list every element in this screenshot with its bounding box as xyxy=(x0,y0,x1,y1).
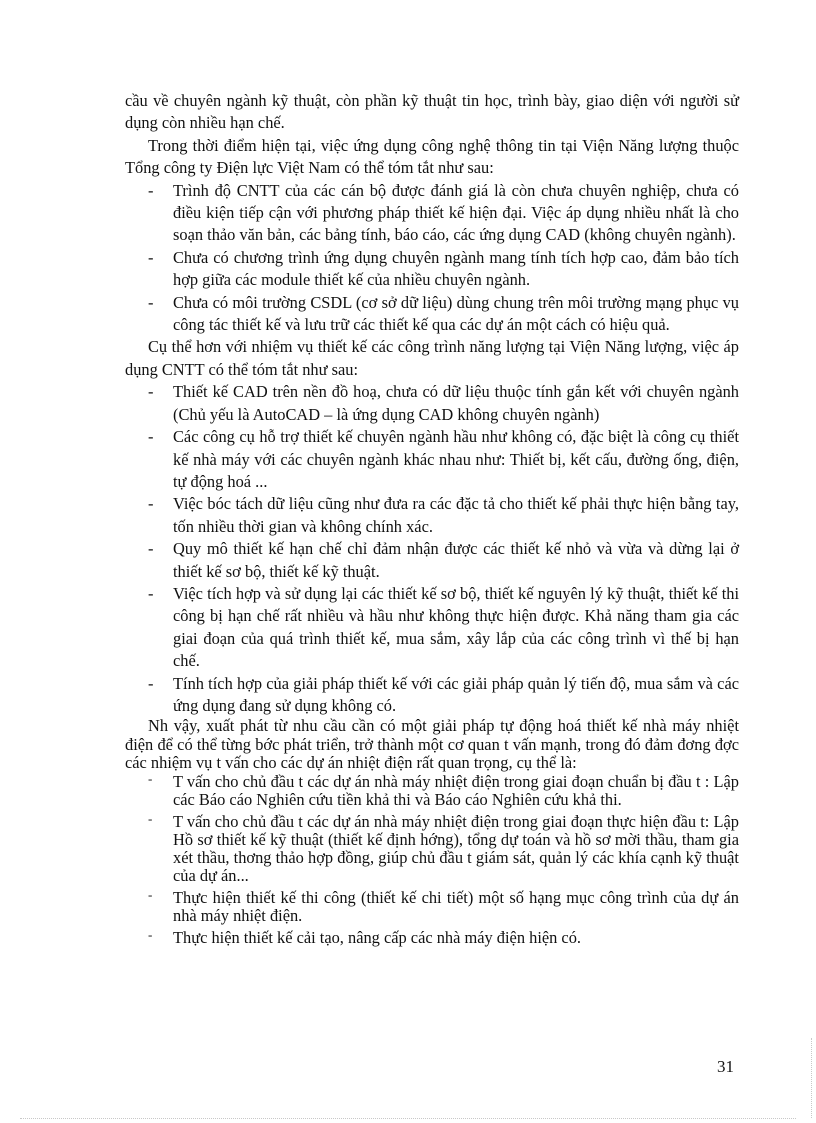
paragraph-design-tasks-intro: Cụ thể hơn với nhiệm vụ thiết kế các công trình năng lượng tại Viện Năng lượng, việc áp dụng CNTT có thể tóm tắt như sau: xyxy=(125,337,739,379)
list-design-issues xyxy=(125,381,739,717)
paragraph-conclusion-intro: Nh vậy, xuất phát từ nhu cầu cần có một giải pháp tự động hoá thiết kế nhà máy nhiệt điện để có thể từng bớc phát triển, trở thành một cơ quan t vấn mạnh, trong đó đảm đơng đợc các nhiệm vụ t vấn cho các dự án nhiệt điện rất quan trọng, cụ thể là: xyxy=(125,716,739,773)
page-number: 31 xyxy=(717,1057,734,1076)
list-item-text: Quy mô thiết kế hạn chế chỉ đảm nhận được các thiết kế nhỏ và vừa và dừng lại ở thiết kế sơ bộ, thiết kế kỹ thuật. xyxy=(173,539,739,581)
bullet-dash: - xyxy=(148,382,154,402)
page-edge-divider xyxy=(811,1038,812,1118)
list-item xyxy=(125,810,739,885)
list-item-text: Tính tích hợp của giải pháp thiết kế với các giải pháp quản lý tiến độ, mua sắm và các ứng dụng đang sử dụng không có. xyxy=(173,673,739,715)
paragraph-continuation: cầu về chuyên ngành kỹ thuật, còn phần kỹ thuật tin học, trình bày, giao diện với người sử dụng còn nhiều hạn chế. xyxy=(125,91,739,133)
list-item-text: Trình độ CNTT của các cán bộ được đánh giá là còn chưa chuyên nghiệp, chưa có điều kiện tiếp cận với phương pháp thiết kế hiện đại. Việc áp dụng nhiều nhất là cho soạn thảo văn bản, các bảng tính, báo cáo, các ứng dụng CAD (không chuyên ngành). xyxy=(173,180,739,245)
bullet-dash: - xyxy=(148,926,153,942)
list-item-text: Các công cụ hỗ trợ thiết kế chuyên ngành hầu như không có, đặc biệt là công cụ thiết kế nhà máy với các chuyên ngành khác nhau như: Thiết bị, kết cấu, đường ống, điện, tự động hoá ... xyxy=(173,427,739,491)
list-item-text: T vấn cho chủ đầu t các dự án nhà máy nhiệt điện trong giai đoạn chuẩn bị đầu t : Lập các Báo cáo Nghiên cứu tiền khả thi và Báo cáo Nghiên cứu khả thi. xyxy=(173,771,739,809)
list-item xyxy=(125,180,739,247)
bullet-dash: - xyxy=(148,539,154,559)
bullet-dash: - xyxy=(148,770,153,786)
bullet-dash: - xyxy=(148,427,154,447)
list-consulting-tasks xyxy=(125,770,739,947)
page-bottom-divider xyxy=(20,1118,796,1119)
list-item xyxy=(125,583,739,673)
list-item-text: Chưa có chương trình ứng dụng chuyên ngành mang tính tích hợp cao, đảm bảo tích hợp giữa các module thiết kế của nhiều chuyên ngành. xyxy=(173,247,739,290)
list-item xyxy=(125,770,739,809)
list-item xyxy=(125,292,739,337)
list-item-text: Thiết kế CAD trên nền đồ hoạ, chưa có dữ liệu thuộc tính gắn kết với chuyên ngành (Chủ yếu là AutoCAD – là ứng dụng CAD không chuyên ngành) xyxy=(173,382,739,424)
list-item xyxy=(125,886,739,925)
bullet-dash: - xyxy=(148,673,154,693)
bullet-dash: - xyxy=(148,810,153,826)
list-item xyxy=(125,673,739,718)
bullet-dash: - xyxy=(148,583,154,603)
list-item xyxy=(125,381,739,426)
list-it-status xyxy=(125,180,739,337)
bullet-dash: - xyxy=(148,247,154,267)
list-item xyxy=(125,538,739,583)
paragraph-it-status-intro: Trong thời điểm hiện tại, việc ứng dụng công nghệ thông tin tại Viện Năng lượng thuộc Tổng công ty Điện lực Việt Nam có thể tóm tắt như sau: xyxy=(125,135,739,178)
list-item xyxy=(125,926,739,947)
bullet-dash: - xyxy=(148,494,154,514)
list-item xyxy=(125,426,739,493)
list-item xyxy=(125,247,739,292)
bullet-dash: - xyxy=(148,886,153,902)
list-item-text: Thực hiện thiết kế thi công (thiết kế chi tiết) một số hạng mục công trình của dự án nhà máy nhiệt điện. xyxy=(173,887,739,925)
list-item-text: Việc tích hợp và sử dụng lại các thiết kế sơ bộ, thiết kế nguyên lý kỹ thuật, thiết kế thi công bị hạn chế rất nhiều và hầu như không thực hiện được. Khả năng tham gia các giai đoạn của quá trình thiết kế, mua sắm, xây lắp của các công trình vì thế bị hạn chế. xyxy=(173,583,739,671)
list-item-text: Chưa có môi trường CSDL (cơ sở dữ liệu) dùng chung trên môi trường mạng phục vụ công tác thiết kế và lưu trữ các thiết kế qua các dự án một cách có hiệu quả. xyxy=(173,292,739,335)
list-item-text: Thực hiện thiết kế cải tạo, nâng cấp các nhà máy điện hiện có. xyxy=(173,927,582,947)
bullet-dash: - xyxy=(148,180,154,200)
bullet-dash: - xyxy=(148,292,154,312)
list-item-text: T vấn cho chủ đầu t các dự án nhà máy nhiệt điện trong giai đoạn thực hiện đầu t: Lập Hồ sơ thiết kế kỹ thuật (thiết kế định hớng), tổng dự toán và hồ sơ mời thầu, tham gia xét thầu, thơng thảo hợp đồng, giúp chủ đầu t giám sát, quản lý các khía cạnh kỹ thuật của dự án... xyxy=(173,811,739,885)
list-item xyxy=(125,493,739,538)
list-item-text: Việc bóc tách dữ liệu cũng như đưa ra các đặc tả cho thiết kế phải thực hiện bằng tay, tốn nhiều thời gian và không chính xác. xyxy=(173,494,739,536)
page-body xyxy=(125,90,739,951)
